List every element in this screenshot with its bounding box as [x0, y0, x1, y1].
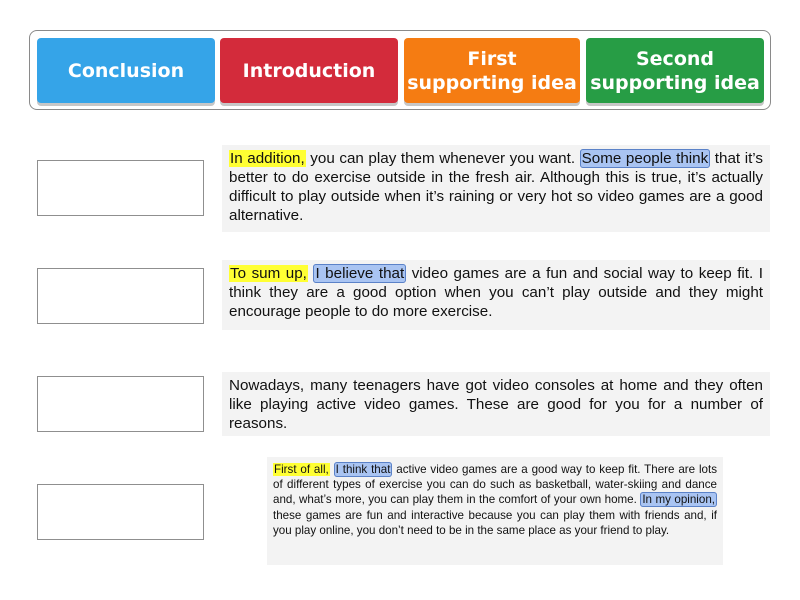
passage-text: that it’s better to do exercise outside in the fresh air. Although this is true, it’s actually difficult to play outside when it’s raining or very hot so video games are a good alternative. — [229, 150, 764, 224]
drop-slot-3[interactable] — [37, 376, 204, 432]
tile-introduction[interactable] — [220, 38, 398, 103]
opinion-phrase-highlight: I think that — [335, 463, 391, 476]
drop-slot-1[interactable] — [37, 160, 204, 216]
opinion-phrase-highlight: In my opinion, — [642, 493, 715, 507]
drop-slot-4[interactable] — [37, 484, 204, 540]
answer-tray — [29, 30, 771, 110]
tile-label-line-1: First — [467, 47, 517, 70]
passage-text: these games are fun and interactive because you can play them with friends and, if you play online, you don’t need to be in the same place as your friend to play. — [273, 508, 717, 537]
passage-text: video games are a fun and social way to keep fit. I think they are a good option when you can’t play outside and they might encourage people to do more exercise. — [229, 265, 763, 320]
passage-4 — [267, 457, 723, 565]
tile-label-line-2: supporting idea — [590, 71, 760, 94]
drop-slot-2[interactable] — [37, 268, 204, 324]
passage-text: you can play them whenever you want. — [305, 150, 580, 167]
passage-2 — [222, 260, 770, 330]
tile-second-supporting-idea[interactable] — [586, 38, 764, 103]
tile-first-supporting-idea[interactable] — [404, 38, 580, 103]
tile-label-line-2: supporting idea — [407, 71, 577, 94]
tile-label: Conclusion — [67, 59, 185, 82]
tile-conclusion[interactable] — [37, 38, 215, 103]
linking-phrase-highlight: First of all, — [274, 463, 329, 476]
passage-text: active video games are a good way to keep fit. There are lots of different types of exercise you can do such as basketball, water-skiing and dance and, what’s more, you can play them in the comfort of your own home. — [273, 463, 717, 507]
passage-3 — [222, 372, 770, 436]
opinion-phrase-highlight: Some people think — [581, 150, 709, 167]
passage-1 — [222, 145, 770, 232]
linking-phrase-highlight: In addition, — [230, 150, 305, 167]
linking-phrase-highlight: To sum up, — [230, 265, 307, 282]
tile-label: Introduction — [242, 59, 376, 82]
tile-label-line-1: Second — [635, 47, 714, 70]
passage-text: Nowadays, many teenagers have got video consoles at home and they often like playing active video games. These are good for you for a number of reasons. — [229, 377, 763, 432]
opinion-phrase-highlight: I believe that — [315, 265, 405, 282]
